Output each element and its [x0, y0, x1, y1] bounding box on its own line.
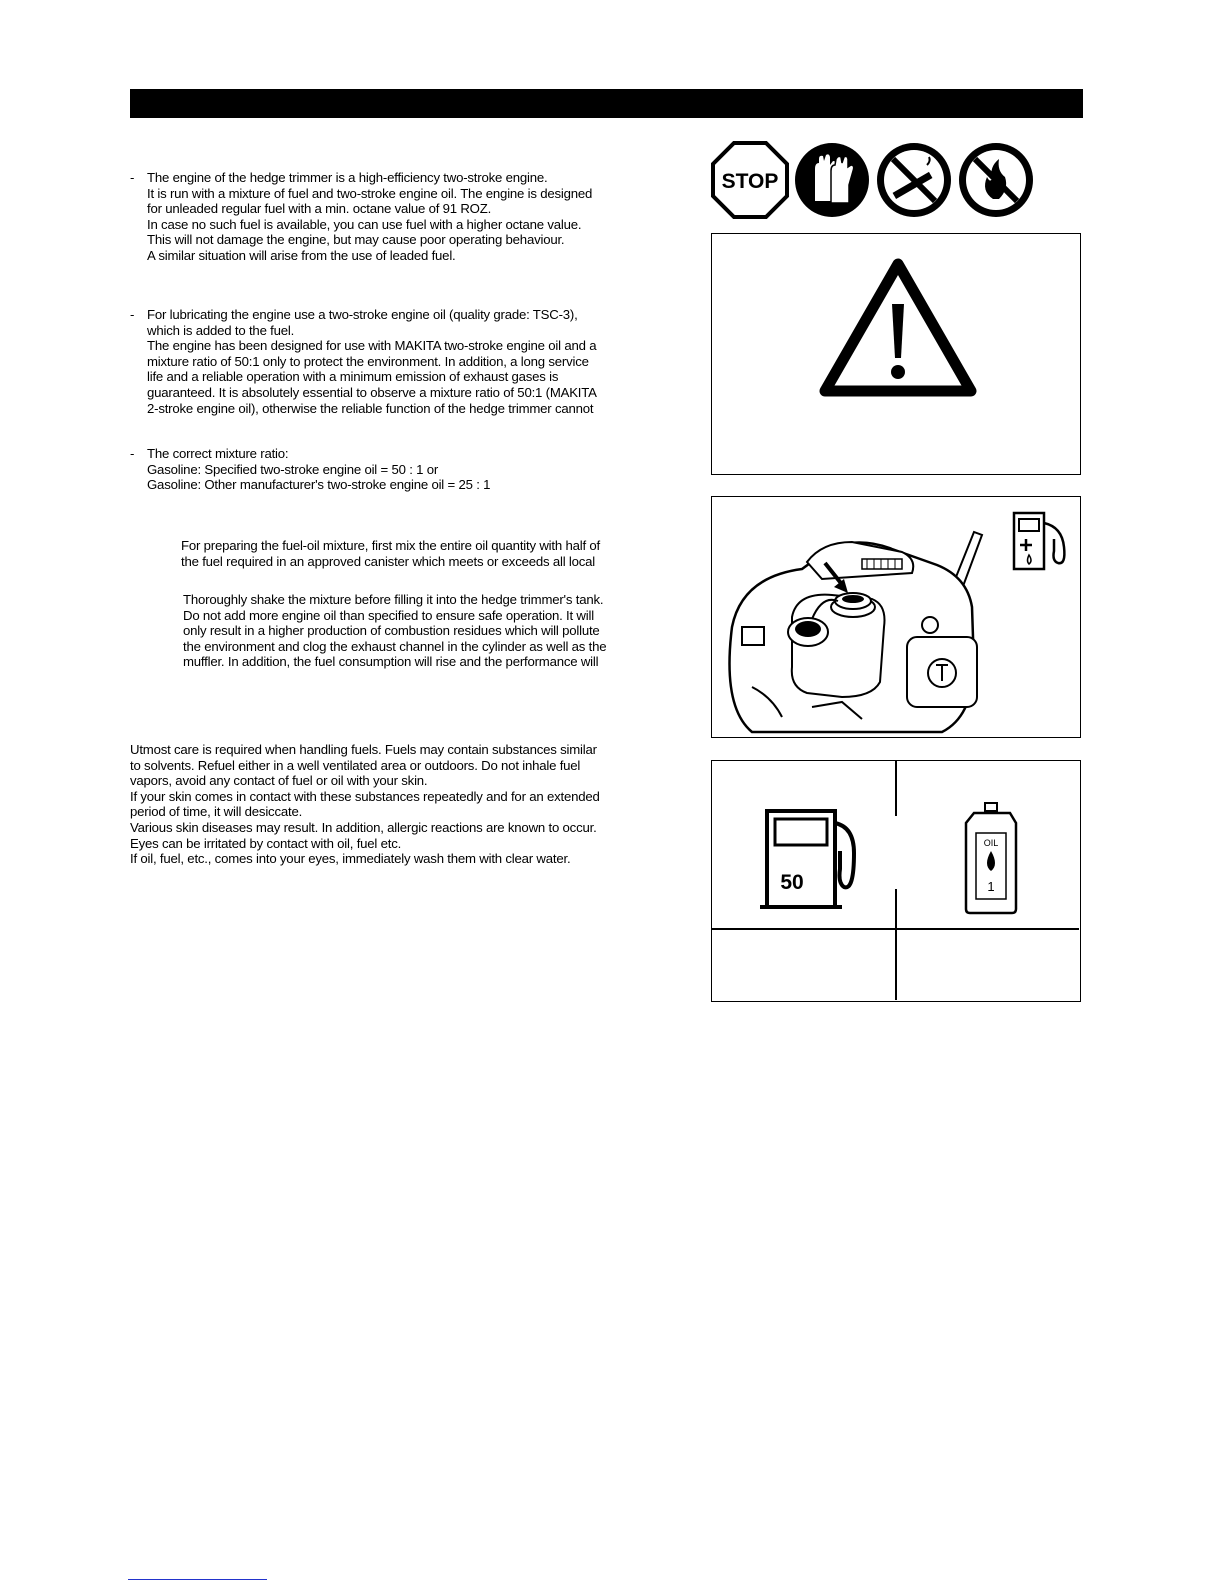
paragraph-mixture-ratio: The correct mixture ratio: Gasoline: Specified two-stroke engine oil = 50 : 1 or Gasoline: Other manufacturer's two-stroke engine oil = 25 : 1: [147, 446, 491, 493]
no-open-flame-icon: [957, 141, 1035, 219]
paragraph-shake-mixture: Thoroughly shake the mixture before filling it into the hedge trimmer's tank. Do not add more engine oil than specified to ensure safe operation. It will only result in a higher production of combustion residues which will pollute the environment and clog the exhaust channel in the cylinder as well as the muffler. In addition, the fuel consumption will rise and the performance will: [183, 592, 607, 670]
svg-text:1: 1: [987, 879, 995, 894]
footer-link-underline: [128, 1579, 267, 1580]
warning-triangle-icon: [712, 234, 1079, 473]
bullet-3: -: [130, 446, 135, 461]
svg-text:OIL: OIL: [983, 838, 999, 848]
oil-bottle-icon: [966, 803, 1016, 913]
section-header-bar: [130, 89, 1083, 118]
refuel-pump-icon: [1014, 513, 1064, 569]
paragraph-engine-type: The engine of the hedge trimmer is a high-efficiency two-stroke engine. It is run with a mixture of fuel and two-stroke engine oil. The engine is designed for unleaded regular fuel with a min. octane value of 91 ROZ. In case no such fuel is available, you can use fuel with a higher octane value. This will not damage the engine, but may cause poor operating behaviour. A similar situation will arise from the use of leaded fuel.: [147, 170, 593, 263]
engine-fuel-cap-illustration: [712, 497, 1079, 736]
paragraph-preparing-mixture: For preparing the fuel-oil mixture, first mix the entire oil quantity with half of the fuel required in an approved canister which meets or exceeds all local: [181, 538, 600, 569]
bullet-1: -: [130, 170, 135, 185]
mixture-ratio-table: [712, 761, 1079, 1000]
warning-panel: [711, 233, 1081, 475]
mixture-ratio-panel: [711, 760, 1081, 1002]
engine-refuel-illustration-panel: [711, 496, 1081, 738]
fuel-pump-50-icon: [760, 811, 854, 907]
stop-sign-icon: [711, 141, 789, 219]
paragraph-lubrication: For lubricating the engine use a two-stroke engine oil (quality grade: TSC-3), which is added to the fuel. The engine has been designed for use with MAKITA two-stroke engine oil and a mixture ratio of 50:1 only to protect the environment. In addition, a long service life and a reliable operation with a minimum emission of exhaust gases is guaranteed. It is absolutely essential to observe a mixture ratio of 50:1 (MAKITA 2-stroke engine oil), otherwise the reliable function of the hedge trimmer cannot: [147, 307, 597, 416]
svg-text:50: 50: [780, 871, 804, 894]
gloves-icon: [793, 141, 871, 219]
bullet-2: -: [130, 307, 135, 322]
svg-text:STOP: STOP: [721, 170, 779, 193]
no-smoking-icon: [875, 141, 953, 219]
safety-icon-row: [711, 141, 1041, 219]
paragraph-fuel-handling-care: Utmost care is required when handling fuels. Fuels may contain substances similar to solvents. Refuel either in a well ventilated area or outdoors. Do not inhale fuel vapors, avoid any contact of fuel or oil with your skin. If your skin comes in contact with these substances repeatedly and for an extended period of time, it will desiccate. Various skin diseases may result. In addition, allergic reactions are known to occur. Eyes can be irritated by contact with oil, fuel etc. If oil, fuel, etc., comes into your eyes, immediately wash them with clear water.: [130, 742, 600, 867]
